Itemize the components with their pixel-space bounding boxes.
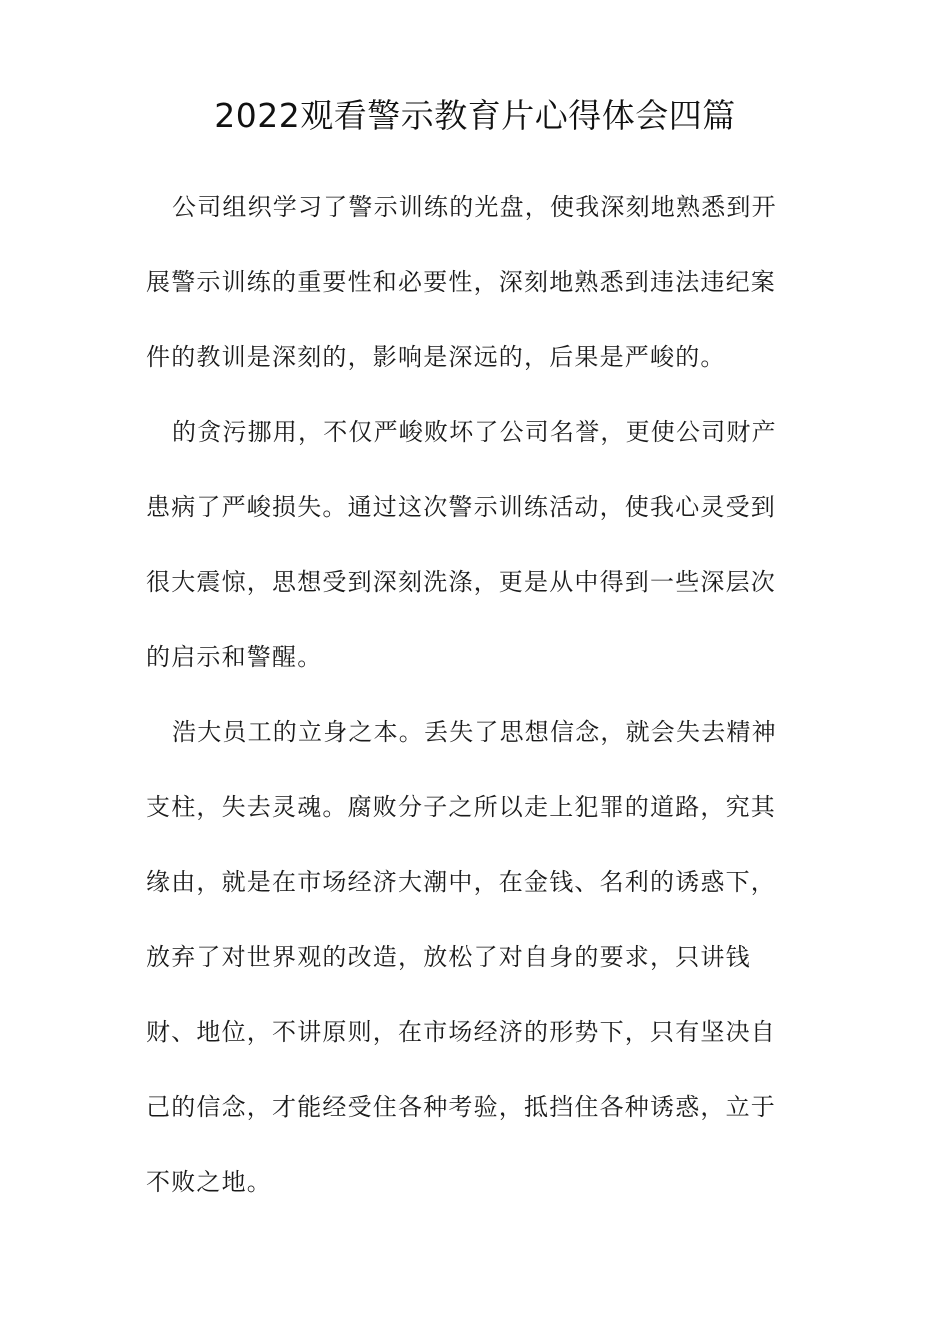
paragraph-3-line-6: 己的信念，才能经受住各种考验，抵挡住各种诱惑，立于	[146, 1093, 776, 1121]
document-title: 2022观看警示教育片心得体会四篇	[214, 96, 736, 135]
paragraph-2-line-2: 患病了严峻损失。通过这次警示训练活动，使我心灵受到	[146, 493, 776, 521]
paragraph-2-line-4: 的启示和警醒。	[146, 643, 323, 671]
paragraph-3-line-5: 财、地位，不讲原则，在市场经济的形势下，只有坚决自	[146, 1018, 776, 1046]
paragraph-3-line-4: 放弃了对世界观的改造，放松了对自身的要求，只讲钱	[146, 943, 751, 971]
paragraph-1-line-3: 件的教训是深刻的，影响是深远的，后果是严峻的。	[146, 343, 726, 371]
paragraph-1-line-2: 展警示训练的重要性和必要性，深刻地熟悉到违法违纪案	[146, 268, 776, 296]
paragraph-2-line-1: 的贪污挪用，不仅严峻败坏了公司名誉，更使公司财产	[172, 418, 777, 446]
paragraph-3-line-3: 缘由，就是在市场经济大潮中，在金钱、名利的诱惑下，	[146, 868, 776, 896]
paragraph-1-line-1: 公司组织学习了警示训练的光盘，使我深刻地熟悉到开	[172, 193, 777, 221]
paragraph-3-line-2: 支柱，失去灵魂。腐败分子之所以走上犯罪的道路，究其	[146, 793, 776, 821]
document-body	[146, 170, 796, 1220]
paragraph-3-line-1: 浩大员工的立身之本。丢失了思想信念，就会失去精神	[172, 718, 777, 746]
paragraph-2-line-3: 很大震惊，思想受到深刻洗涤，更是从中得到一些深层次	[146, 568, 776, 596]
paragraph-3-line-7: 不败之地。	[146, 1168, 272, 1196]
